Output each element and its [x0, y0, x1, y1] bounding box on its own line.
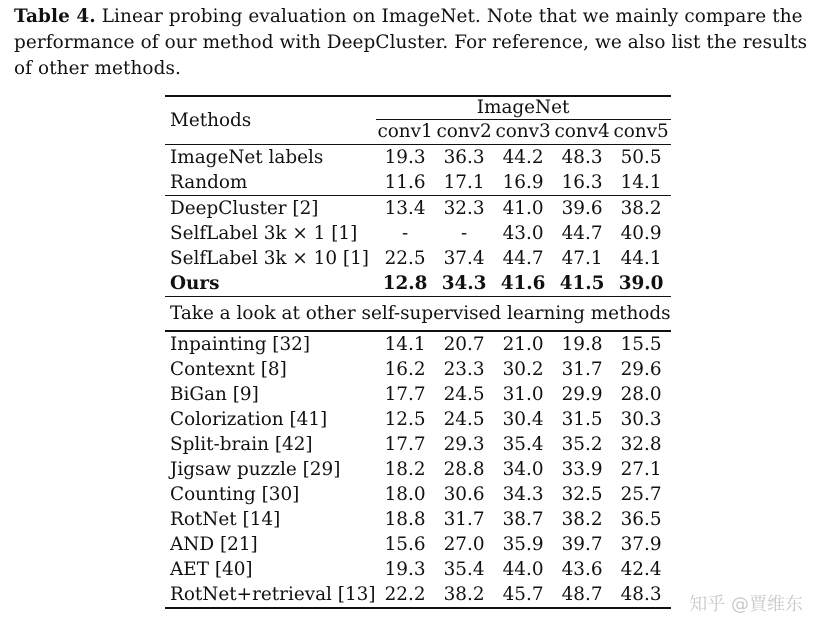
table-cell: 41.5 [559, 273, 605, 294]
method-name: AET [40] [170, 559, 253, 580]
table-cell: 34.0 [502, 459, 544, 480]
table-cell: 19.3 [384, 147, 426, 168]
table-cell: 16.9 [502, 172, 544, 193]
table-cell: 43.0 [502, 223, 544, 244]
table-cell: 19.3 [384, 559, 426, 580]
table-cell: 33.9 [561, 459, 603, 480]
table-row [165, 557, 671, 582]
table-cell: 35.4 [443, 559, 485, 580]
table-cell: 19.8 [561, 334, 603, 355]
methods-header: Methods [170, 109, 252, 131]
imagenet-header: ImageNet [376, 96, 671, 120]
caption-label: Table 4. [14, 6, 96, 27]
table-cell: 14.1 [384, 334, 426, 355]
table-row [165, 507, 671, 532]
watermark: 知乎 @賈维东 [689, 594, 803, 615]
table-cell: 17.7 [384, 434, 426, 455]
table-cell: 50.5 [620, 147, 662, 168]
table-cell: 38.7 [502, 509, 544, 530]
table-cell: 48.3 [561, 147, 603, 168]
method-name: Colorization [41] [170, 409, 328, 430]
table-cell: 48.3 [620, 584, 662, 605]
table-cell: 16.2 [384, 359, 426, 380]
table-cell: 18.2 [384, 459, 426, 480]
table-row [165, 482, 671, 507]
table-cell: 22.2 [384, 584, 426, 605]
table-cell: 42.4 [620, 559, 662, 580]
table-row [165, 532, 671, 557]
table-row [165, 196, 671, 222]
table-cell: 39.7 [561, 534, 603, 555]
table-cell: 36.3 [443, 147, 485, 168]
table-cell: 38.2 [561, 509, 603, 530]
table-cell: 36.5 [620, 509, 662, 530]
table-cell: 12.5 [384, 409, 426, 430]
table-cell: 25.7 [620, 484, 662, 505]
table-cell: 18.0 [384, 484, 426, 505]
method-name: Random [170, 172, 248, 193]
results-table [165, 95, 671, 609]
table-cell: 32.5 [561, 484, 603, 505]
table-row [165, 357, 671, 382]
table-cell: 35.9 [502, 534, 544, 555]
table-cell: 43.6 [561, 559, 603, 580]
table-cell: 24.5 [443, 409, 485, 430]
table-cell: 39.0 [618, 273, 664, 294]
table-cell: 13.4 [384, 198, 426, 219]
table-cell: 37.4 [443, 248, 485, 269]
table-cell: 30.4 [502, 409, 544, 430]
table-row [165, 432, 671, 457]
method-name: BiGan [9] [170, 384, 259, 405]
table-cell: 35.4 [502, 434, 544, 455]
table-cell: 28.0 [620, 384, 662, 405]
table-cell: - [401, 223, 409, 244]
table-cell: 44.1 [620, 248, 662, 269]
method-name: RotNet+retrieval [13] [170, 584, 376, 605]
col-header: conv5 [613, 121, 669, 142]
table-cell: 38.2 [620, 198, 662, 219]
method-name: Inpainting [32] [170, 334, 311, 355]
table-cell: 41.6 [500, 273, 546, 294]
caption-text: Linear probing evaluation on ImageNet. Note that we mainly compare the performance of our method with DeepCluster. For reference, we also list the results of other methods. [14, 6, 808, 79]
table-cell: 30.2 [502, 359, 544, 380]
table-cell: 45.7 [502, 584, 544, 605]
table-cell: 30.6 [443, 484, 485, 505]
table-cell: 11.6 [384, 172, 426, 193]
table-cell: - [460, 223, 468, 244]
header-row-1 [165, 96, 671, 120]
method-name: Ours [170, 273, 220, 294]
table-cell: 16.3 [561, 172, 603, 193]
table-cell: 40.9 [620, 223, 662, 244]
method-name: Jigsaw puzzle [29] [170, 459, 341, 480]
table-cell: 24.5 [443, 384, 485, 405]
method-name: SelfLabel 3k × 10 [1] [170, 248, 369, 269]
method-name: Contexnt [8] [170, 359, 287, 380]
table-cell: 15.5 [620, 334, 662, 355]
table-cell: 22.5 [384, 248, 426, 269]
table-cell: 27.1 [620, 459, 662, 480]
table-row [165, 331, 671, 357]
table-cell: 32.3 [443, 198, 485, 219]
table-cell: 12.8 [382, 273, 428, 294]
table-cell: 31.5 [561, 409, 603, 430]
table-cell: 31.7 [561, 359, 603, 380]
table-cell: 20.7 [443, 334, 485, 355]
table-row [165, 382, 671, 407]
method-name: RotNet [14] [170, 509, 281, 530]
method-name: Split-brain [42] [170, 434, 313, 455]
table-cell: 29.9 [561, 384, 603, 405]
table-cell: 30.3 [620, 409, 662, 430]
table-cell: 21.0 [502, 334, 544, 355]
method-name: AND [21] [170, 534, 258, 555]
col-header: conv2 [436, 121, 492, 142]
table-row [165, 246, 671, 271]
table-cell: 17.1 [443, 172, 485, 193]
table-row [165, 582, 671, 608]
table-row [165, 271, 671, 297]
col-header: conv3 [495, 121, 551, 142]
table-cell: 41.0 [502, 198, 544, 219]
table-cell: 31.0 [502, 384, 544, 405]
subheading: Take a look at other self-supervised learning methods [170, 303, 671, 324]
table-cell: 47.1 [561, 248, 603, 269]
table-row [165, 407, 671, 432]
subheading-row [165, 297, 671, 332]
method-name: DeepCluster [2] [170, 198, 319, 219]
table-cell: 44.7 [502, 248, 544, 269]
table-row [165, 145, 671, 171]
table-cell: 44.0 [502, 559, 544, 580]
col-header: conv1 [377, 121, 433, 142]
table-cell: 38.2 [443, 584, 485, 605]
method-name: Counting [30] [170, 484, 300, 505]
table-cell: 34.3 [502, 484, 544, 505]
table-caption [14, 4, 809, 82]
table-row [165, 457, 671, 482]
table-cell: 37.9 [620, 534, 662, 555]
table-cell: 28.8 [443, 459, 485, 480]
table-cell: 27.0 [443, 534, 485, 555]
table-cell: 18.8 [384, 509, 426, 530]
table-cell: 23.3 [443, 359, 485, 380]
table-cell: 29.6 [620, 359, 662, 380]
table-cell: 48.7 [561, 584, 603, 605]
method-name: SelfLabel 3k × 1 [1] [170, 223, 358, 244]
table-cell: 35.2 [561, 434, 603, 455]
table-cell: 44.2 [502, 147, 544, 168]
table-cell: 32.8 [620, 434, 662, 455]
table-cell: 14.1 [620, 172, 662, 193]
col-header: conv4 [554, 121, 610, 142]
table-cell: 44.7 [561, 223, 603, 244]
method-name: ImageNet labels [170, 147, 324, 168]
table-row [165, 221, 671, 246]
table-cell: 29.3 [443, 434, 485, 455]
table-cell: 34.3 [441, 273, 487, 294]
table-cell: 15.6 [384, 534, 426, 555]
table-cell: 39.6 [561, 198, 603, 219]
table-row [165, 170, 671, 196]
table-cell: 17.7 [384, 384, 426, 405]
table-cell: 31.7 [443, 509, 485, 530]
